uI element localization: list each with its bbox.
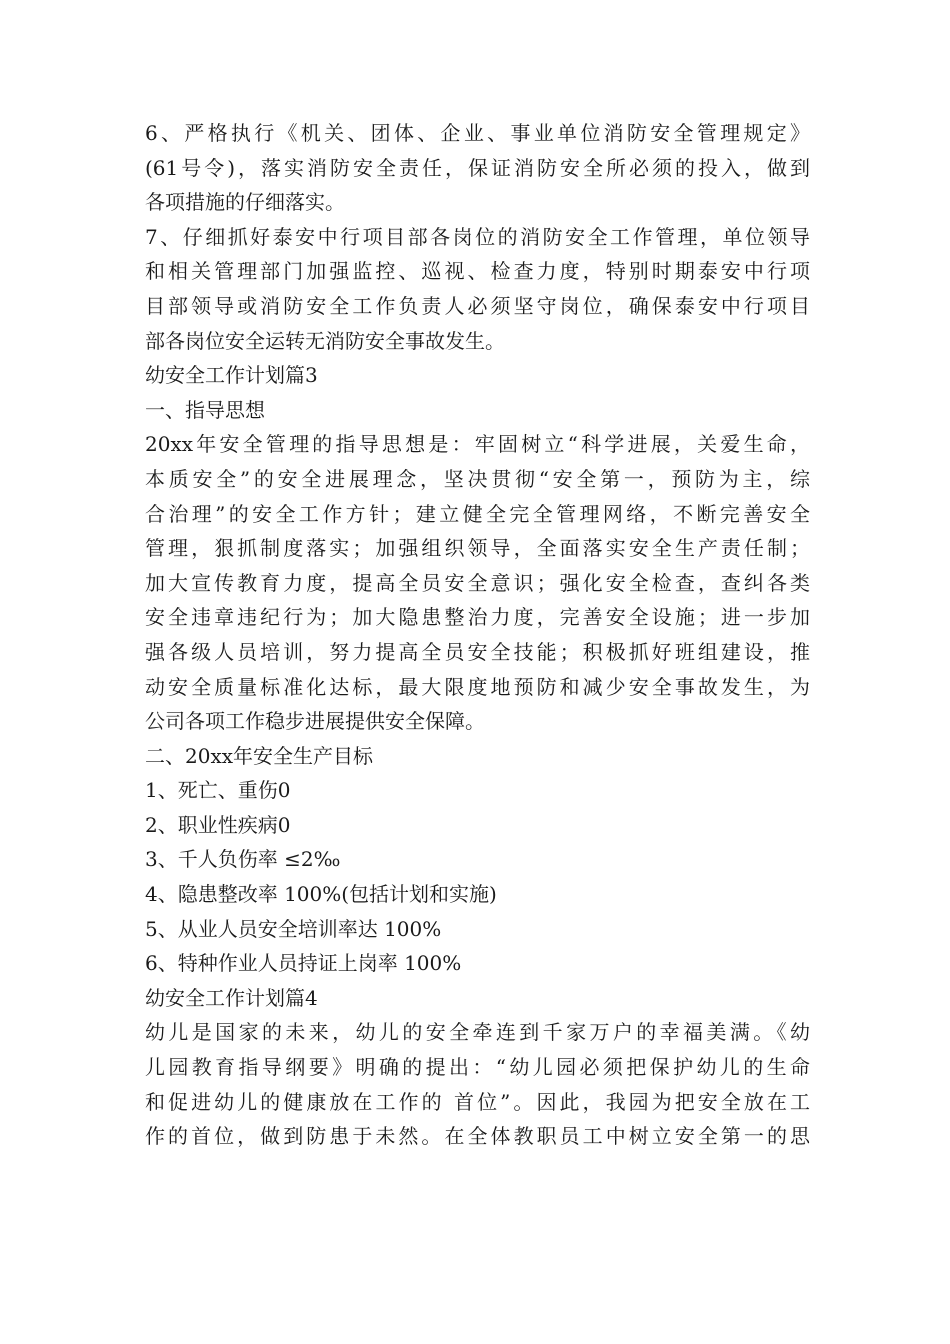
section-heading-3: 幼安全工作计划篇3: [145, 363, 318, 388]
paragraph-guiding-line-9: 公司各项工作稳步进展提供安全保障。: [145, 709, 485, 734]
paragraph-section4-line-4: 作的首位，做到防患于未然。在全体教职员工中树立安全第一的思: [145, 1124, 810, 1149]
paragraph-item-6-line-3: 各项措施的仔细落实。: [145, 190, 345, 215]
list-item-goal-1: 1、死亡、重伤0: [145, 778, 291, 803]
paragraph-item-7-line-2: 和相关管理部门加强监控、巡视、检查力度，特别时期泰安中行项: [145, 259, 810, 284]
paragraph-guiding-line-2: 本质安全”的安全进展理念，坚决贯彻“安全第一，预防为主，综: [145, 466, 810, 491]
paragraph-item-7-line-3: 目部领导或消防安全工作负责人必须坚守岗位，确保泰安中行项目: [145, 293, 810, 318]
paragraph-guiding-line-8: 动安全质量标准化达标，最大限度地预防和减少安全事故发生，为: [145, 674, 810, 699]
paragraph-item-7-line-4: 部各岗位安全运转无消防安全事故发生。: [145, 328, 505, 353]
subheading-guiding-thought: 一、指导思想: [145, 397, 265, 422]
paragraph-guiding-line-5: 加大宣传教育力度，提高全员安全意识；强化安全检查，查纠各类: [145, 570, 810, 595]
paragraph-item-6-line-1: 6、严格执行《机关、团体、企业、事业单位消防安全管理规定》: [145, 121, 810, 145]
section-heading-4: 幼安全工作计划篇4: [145, 985, 318, 1010]
paragraph-guiding-line-4: 管理，狠抓制度落实；加强组织领导，全面落实安全生产责任制；: [145, 536, 810, 561]
subheading-safety-goals: 二、20xx年安全生产目标: [145, 743, 374, 768]
paragraph-guiding-line-7: 强各级人员培训，努力提高全员安全技能；积极抓好班组建设，推: [145, 639, 810, 664]
paragraph-item-6-line-2: (61号令)，落实消防安全责任，保证消防安全所必须的投入，做到: [145, 155, 810, 180]
list-item-goal-6: 6、特种作业人员持证上岗率 100%: [145, 951, 462, 976]
paragraph-section4-line-2: 儿园教育指导纲要》明确的提出：“幼儿园必须把保护幼儿的生命: [145, 1055, 810, 1080]
paragraph-guiding-line-1: 20xx年安全管理的指导思想是：牢固树立“科学进展，关爱生命，: [145, 432, 810, 457]
list-item-goal-2: 2、职业性疾病0: [145, 812, 291, 837]
paragraph-guiding-line-3: 合治理”的安全工作方针；建立健全完全管理网络，不断完善安全: [145, 501, 810, 526]
paragraph-section4-line-3: 和促进幼儿的健康放在工作的 首位”。因此，我园为把安全放在工: [145, 1089, 810, 1114]
list-item-goal-4: 4、隐患整改率 100%(包括计划和实施): [145, 882, 497, 907]
list-item-goal-3: 3、千人负伤率 ≤2‰: [145, 847, 341, 872]
paragraph-section4-line-1: 幼儿是国家的未来，幼儿的安全牵连到千家万户的幸福美满。《幼: [145, 1020, 810, 1045]
document-body: [145, 116, 810, 1154]
list-item-goal-5: 5、从业人员安全培训率达 100%: [145, 916, 442, 941]
paragraph-item-7-line-1: 7、仔细抓好泰安中行项目部各岗位的消防安全工作管理，单位领导: [145, 224, 810, 249]
paragraph-guiding-line-6: 安全违章违纪行为；加大隐患整治力度，完善安全设施；进一步加: [145, 605, 810, 630]
